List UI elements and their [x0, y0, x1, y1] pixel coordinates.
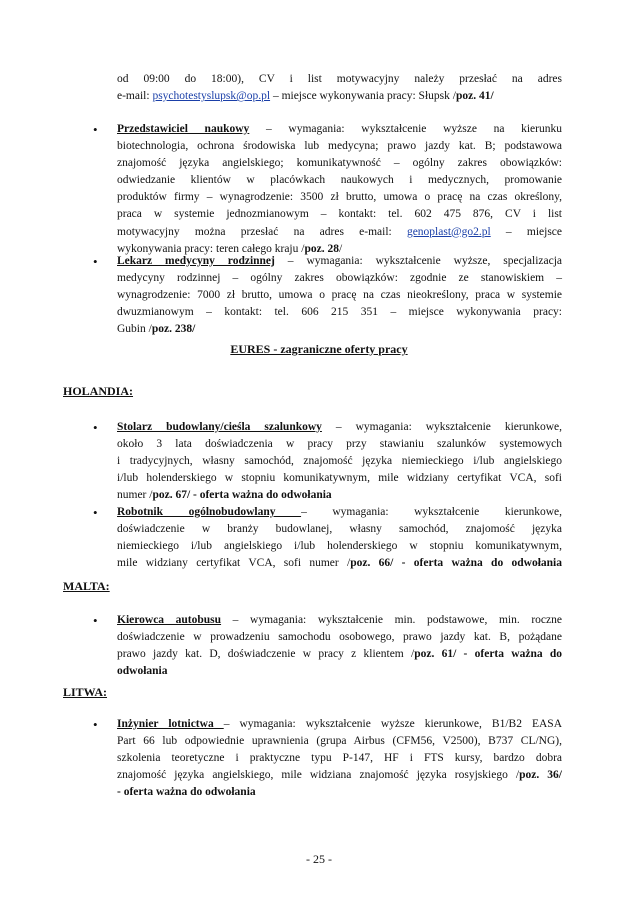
text-line: odwiedzanie klientów w placówkach naukowych i medycznych, promowanie: [117, 174, 562, 187]
section-heading-holandia: HOLANDIA:: [63, 384, 134, 398]
text-line: [117, 487, 562, 504]
job-title: Przedstawiciel naukowy: [117, 123, 250, 135]
section-heading-litwa: LITWA:: [63, 685, 108, 699]
reference-number: poz. 41/: [455, 90, 494, 103]
job-item-stolarz: [117, 419, 562, 504]
text-fragment: numer /: [117, 489, 153, 502]
job-item-przedstawiciel: [117, 121, 562, 258]
text-fragment: – wymagania: wykształcenie wyższe na kierunku: [249, 123, 562, 135]
bullet-icon: •: [93, 505, 98, 520]
bullet-icon: •: [93, 613, 98, 628]
text-line: medycyny rodzinnej – ogólny zakres obowiązków: zgodnie ze stanowiskiem –: [117, 272, 562, 285]
text-line: praca w systemie jednozmianowym – kontakt: tel. 602 475 876, CV i list: [117, 208, 562, 221]
text-line: [117, 88, 562, 105]
text-line: produktów firmy – wynagrodzenie: 3500 zł brutto, umowa o pracę na czas określony,: [117, 191, 562, 204]
text-fragment: – wymagania: wykształcenie kierunkowe,: [321, 421, 562, 433]
text-line: około 3 lata doświadczenia w pracy przy stawianiu szalunków systemowych: [117, 438, 562, 451]
bullet-icon: •: [93, 717, 98, 732]
text-line: niemieckiego i/lub angielskiego i/lub holenderskiego w stopniu komunikatywnym,: [117, 540, 562, 553]
text-fragment: motywacyjny można przesłać na adres e-mail:: [117, 225, 407, 238]
text-line: od 09:00 do 18:00), CV i list motywacyjny należy przesłać na adres: [117, 73, 562, 85]
page-number: - 25 -: [306, 852, 332, 866]
text-fragment: – wymagania: wykształcenie min. podstawowe, min. roczne: [221, 614, 562, 626]
job-title: Robotnik ogólnobudowlany: [117, 506, 302, 518]
job-item-inzynier: [117, 716, 562, 801]
reference-number: poz. 238/: [151, 323, 196, 336]
reference-number: poz. 61/ - oferta ważna do: [414, 648, 562, 661]
job-title: Inżynier lotnictwa: [117, 718, 224, 730]
job-item-robotnik: [117, 504, 562, 572]
text-fragment: mile widziany certyfikat VCA, sofi numer /: [117, 557, 351, 570]
text-line: wynagrodzenie: 7000 zł brutto, umowa o pracę na czas nieokreślony, praca w systemie: [117, 289, 562, 302]
job-title: Lekarz medycyny rodzinnej: [117, 255, 275, 267]
text-line: znajomość języka angielskiego; komunikatywność – ogólny zakres obowiązków:: [117, 157, 562, 170]
reference-number: poz. 67/ - oferta ważna do odwołania: [152, 489, 332, 502]
text-fragment: prawo jazdy kat. D, doświadczenie w pracy z klientem /: [117, 648, 415, 661]
bullet-icon: •: [93, 122, 98, 137]
text-line: [117, 419, 562, 436]
job-item-continuation: [117, 71, 562, 105]
text-line: doświadczenie w prowadzeniu samochodu osobowego, prawo jazdy kat. B, pożądane: [117, 631, 562, 644]
text-fragment: – wymagania: wykształcenie wyższe, specjalizacja: [274, 255, 563, 267]
job-title: Kierowca autobusu: [117, 614, 222, 626]
text-fragment: wykonywania pracy: teren całego kraju /: [117, 242, 305, 255]
text-line: [117, 646, 562, 663]
bullet-icon: •: [93, 254, 98, 269]
text-fragment: Gubin /: [117, 323, 152, 336]
text-fragment: /: [338, 242, 343, 255]
text-line: [117, 716, 562, 733]
text-line: szkolenia teoretyczne i praktyczne typu P-147, HF i FTS kursy, bardzo dobra: [117, 752, 562, 765]
reference-number: poz. 66/ - oferta ważna do odwołania: [350, 557, 562, 570]
text-line: Part 66 lub odpowiednie uprawnienia (grupa Airbus (CFM56, V2500), B737 CL/NG),: [117, 735, 562, 748]
email-link[interactable]: psychotestyslupsk@op.pl: [152, 90, 271, 103]
text-line: [117, 555, 562, 572]
eures-heading: EURES - zagraniczne oferty pracy: [230, 342, 408, 356]
text-line: - oferta ważna do odwołania: [117, 786, 256, 799]
reference-number: poz. 36/: [519, 769, 562, 782]
job-item-lekarz: [117, 253, 562, 338]
reference-number: poz. 28: [304, 242, 339, 255]
text-line: dwuzmianowym – kontakt: tel. 606 215 351 – miejsce wykonywania pracy:: [117, 306, 562, 319]
text-line: biotechnologia, ochrona środowiska lub medycyna; prawo jazdy kat. B; podstawowa: [117, 140, 562, 153]
job-item-kierowca: [117, 612, 562, 680]
text-line: [117, 504, 562, 521]
text-fragment: – wymagania: wykształcenie kierunkowe,: [301, 506, 562, 518]
text-fragment: – miejsce: [490, 225, 563, 238]
section-heading-malta: MALTA:: [63, 579, 110, 593]
text-fragment: e-mail:: [117, 90, 153, 103]
bullet-icon: •: [93, 420, 98, 435]
job-title: Stolarz budowlany/cieśla szalunkowy: [117, 421, 322, 433]
text-line: i tradycyjnych, własny samochód, znajomość języka niemieckiego i/lub angielskiego: [117, 455, 562, 468]
text-line: doświadczenie w branży budowlanej, własny samochód, znajomość języka: [117, 523, 562, 536]
email-link[interactable]: genoplast@go2.pl: [406, 225, 491, 238]
text-line: [117, 224, 562, 241]
text-line: i/lub holenderskiego w stopniu komunikatywnym, mile widziany certyfikat VCA, sofi: [117, 472, 562, 485]
text-line: odwołania: [117, 665, 168, 678]
text-line: [117, 253, 562, 270]
text-line: [117, 121, 562, 138]
text-fragment: znajomość języka angielskiego, mile widziana znajomość języka rosyjskiego /: [117, 769, 520, 782]
text-line: [117, 767, 562, 784]
text-line: [117, 321, 562, 338]
text-line: [117, 612, 562, 629]
text-fragment: – wymagania: wykształcenie wyższe kierunkowe, B1/B2 EASA: [223, 718, 562, 730]
text-fragment: – miejsce wykonywania pracy: Słupsk /: [270, 90, 456, 103]
